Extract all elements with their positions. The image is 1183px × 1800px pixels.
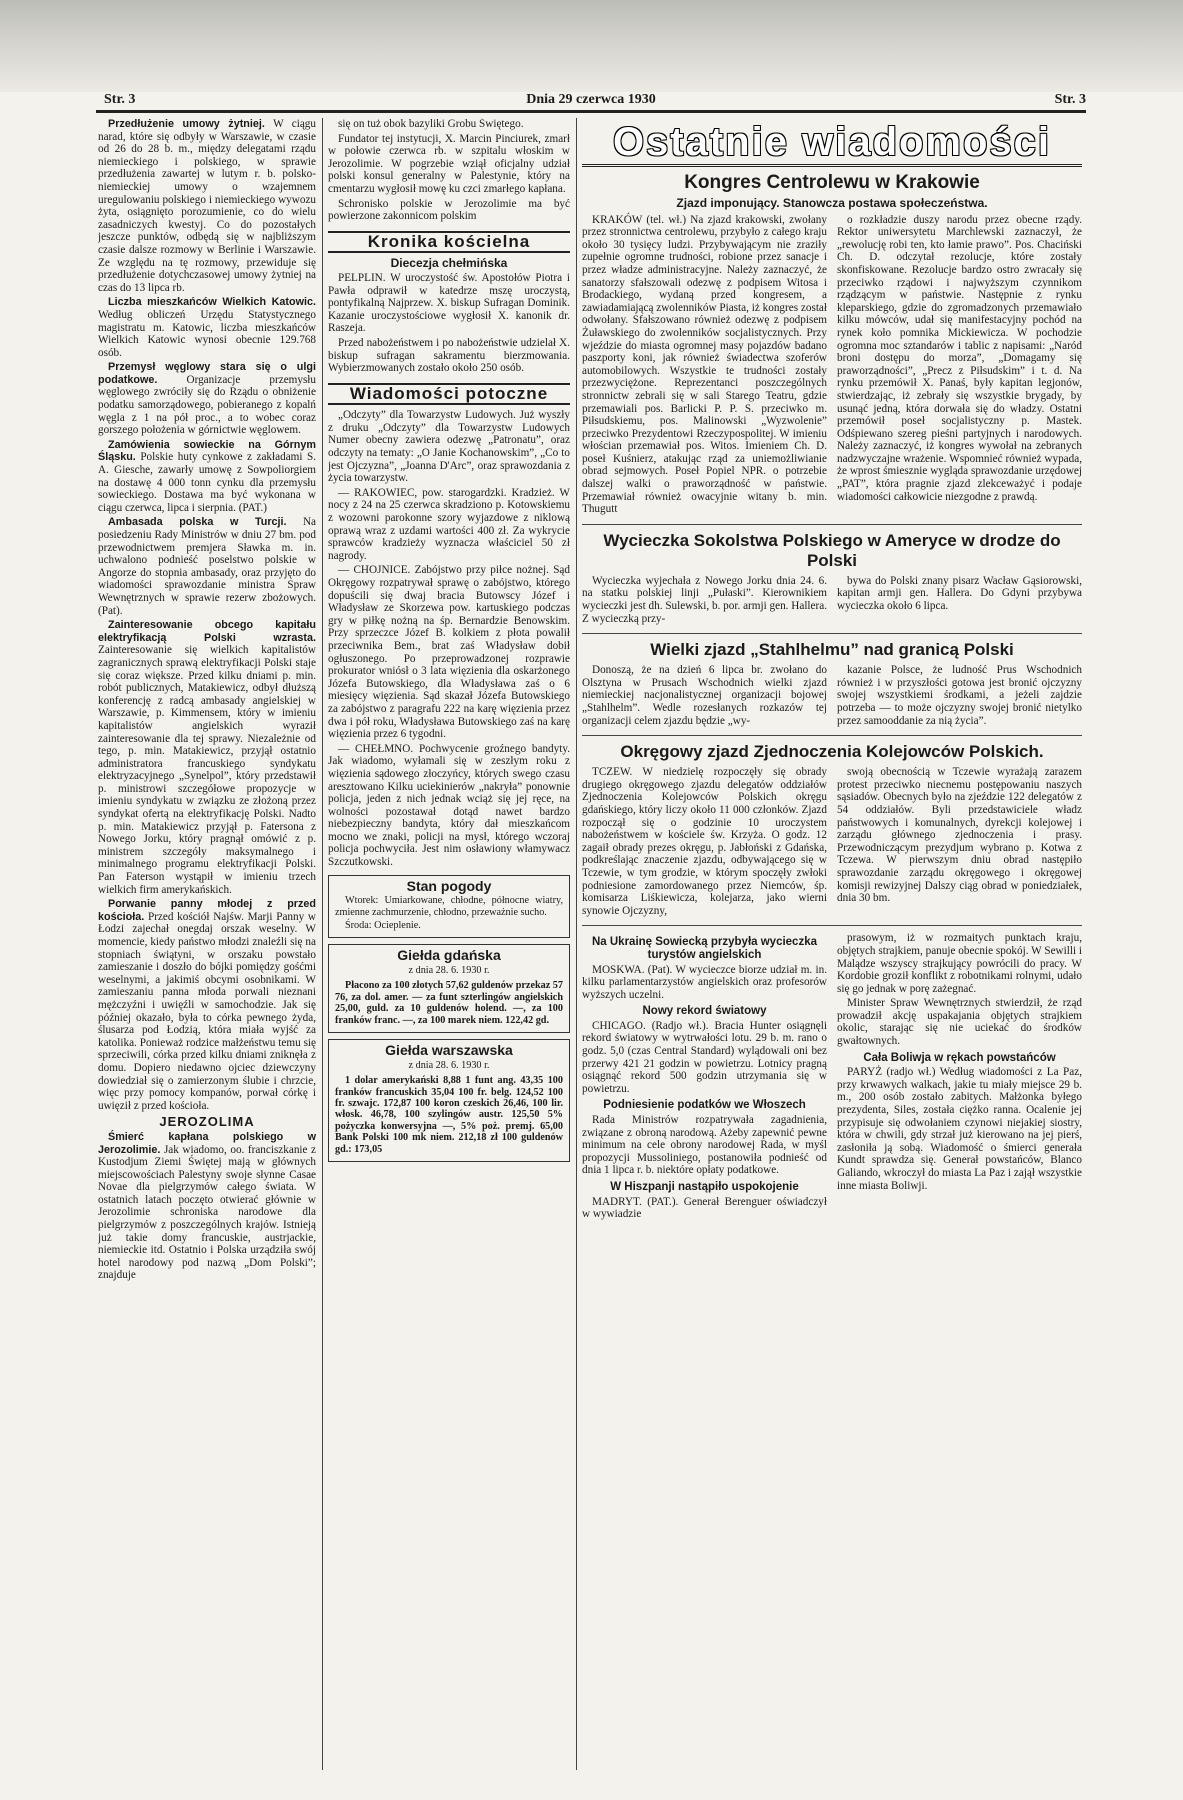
article-two-columns — [582, 664, 1082, 729]
article-text: PARYŻ (radjo wł.) Według wiadomości z La Paz, przy krwawych walkach, jakie tu miały miejsce 29 b. m., 200 osób zostało zabitych. Małżonka byłego prezydenta, Siles, została ciężko ranna. Ocalenie jej przypisuje się odwołaniem czynowi niejakiej siostry, która w chwili, gdy strzał już kierowano na jej pierś, zasłoniła ją sobą. Wiadomość o śmierci generała Kundt sprawdza się. Generał powstańców, Blanco Galiando, wkroczył do miasta La Paz i zajął wszystkie inne miasta Boliwji. — [837, 1066, 1082, 1192]
article-text: Schronisko polskie w Jerozolimie ma być powierzone zakonnicom polskim — [328, 197, 570, 223]
headline-podatki: Podniesienie podatków we Włoszech — [603, 1099, 806, 1112]
article-text: Rada Ministrów rozpatrywała zagadnienia, związane z obroną narodową. Ażeby zapewnić pewne minimum na cele obrony narodowej Rada, w myśl propozycji Mussoliniego, postanowiła podnieść od dnia 1 lipca r. b. niektóre opłaty podatkowe. — [582, 1114, 827, 1177]
article-lead: Śmierć kapłana polskiego w Jerozolimie. — [98, 1130, 316, 1156]
subheadline-kongres: Zjazd imponujący. Stanowcza postawa społeczeństwa. — [676, 196, 988, 210]
divider — [582, 524, 1082, 525]
article-continued: się on tuż obok bazyliki Grobu Świętego. — [338, 118, 524, 130]
headline-hiszpania: W Hiszpanji nastąpiło uspokojenie — [610, 1181, 799, 1193]
article — [98, 516, 316, 617]
article — [98, 361, 316, 437]
section-heading-kronika: Kronika kościelna — [328, 231, 570, 254]
article-text: TCZEW. W niedzielę rozpoczęły się obrady drugiego okręgowego zjazdu delegatów oddziałów Zjednoczenia Kolejowców Polskich okręgu gdańskiego, który liczy około 11 000 członków. Zjazd rozpoczął się o godzinie 10 uroczystem nabożeństwem w kościele św. Krzyża. O godz. 12 zagaił obrady prezes okręgu, p. Jabłoński z Gdańska, podkreślając znaczenie zjazdu, odbywającego się w Tczewie, w tym grodzie, w którym spoczęły zwłoki podniesione zamordowanego przez Niemców, śp. komisarza Liśkiewicza, kolejarza, jako wierni synowie Ojczyzny, — [582, 766, 827, 917]
article — [98, 898, 316, 1112]
article-text: MOSKWA. (Pat). W wycieczce biorze udział m. in. kilku parlamentarzystów angielskich oraz profesorów wyższych uczelni. — [582, 963, 827, 1001]
divider — [582, 925, 1082, 926]
article-two-columns — [582, 575, 1082, 627]
exchange-date: z dnia 28. 6. 1930 r. — [408, 965, 490, 977]
article-lead: Przedłużenie umowy żytniej. — [108, 118, 265, 130]
weather-box — [328, 875, 570, 939]
page-header — [96, 92, 1086, 108]
headline-rekord: Nowy rekord światowy — [642, 1005, 767, 1018]
exchange-rates: 1 dolar amerykański 8,88 1 funt ang. 43,35 100 franków francuskich 35,04 100 fr. belg. 124,52 100 fr. szwajc. 172,87 100 koron czeskich 26,46, 100 lir. włosk. 46,78, 100 szylingów austr. 125,50 5% pożyczka konwersyjna —, 5% poż. premj. 65,00 Bank Polski 100 mk niem. 212,18 zł 100 guldenów gd.: 173,05 — [335, 1075, 563, 1155]
article-two-columns — [582, 214, 1082, 518]
article-text: Na posiedzeniu Rady Ministrów w dniu 27 bm. pod przewodnictwem premjera Sławka m. in. uchwalono podnieść poselstwo polskie w Angorze do stopnia ambasady, oraz przyjęto do wiadomości sprawozdanie ministra Spraw Wewnętrznych w sprawie rezerw zbożowych. (Pat). — [98, 516, 316, 617]
article-lead: Liczba mieszkańców Wielkich Katowic. — [108, 296, 316, 309]
column-3 — [582, 118, 1082, 1770]
article-text: MADRYT. (PAT.). Generał Berenguer oświadczył w wywiadzie — [582, 1195, 827, 1221]
article — [98, 619, 316, 896]
article-text: Przed kościół Najśw. Marji Panny w Łodzi zajechał onegdaj orszak weselny. W momencie, kiedy państwo młodzi znaleźli się na stopniach świątyni, w orszaku powstało zamieszanie i doszło do bójki pomiędzy gośćmi weselnymi, a jakimiś obcymi osobnikami. W zamieszaniu panna młoda porwali nieznani mężczyźni i uwięźli w samochodzie. Jak się później okazało, była to córka pewnego żyda, ślusarza pod Łodzią, która miała wyjść za katolika. Ponieważ rodzice małżeństwu temu się sprzeciwili, córka przed kilku dniami zniknęła z domu. Dopiero niedawno ojciec dziewczyny dowiedział się o zamierzonym ślubie i chrzcie, więc przy pomocy kompanów, porwał córkę i uwięził z przed kościoła. — [98, 910, 316, 1112]
article-lead: Ambasada polska w Turcji. — [108, 516, 287, 529]
article-lead: Zamówienia sowieckie na Górnym Śląsku. — [98, 438, 316, 464]
bottom-two-columns — [582, 932, 1082, 1222]
headline-kongres: Kongres Centrolewu w Krakowie — [684, 172, 980, 193]
article-text: Donoszą, że na dzień 6 lipca br. zwołano do Olsztyna w Prusach Wschodnich wielki zjazd niemieckiej nacjonalistycznej organizacji bojowej „Stahlhelm”. Wedle rozesłanych rozkazów tej organizacji celem zjazdu będzie „wy- — [582, 664, 827, 727]
article-lead: Zainteresowanie obcego kapitału elektryfikacją Polski wzrasta. — [98, 619, 316, 644]
article-lead: Porwanie panny młodej z przed kościoła. — [98, 898, 316, 923]
issue-date: Dnia 29 czerwca 1930 — [526, 92, 656, 107]
article — [98, 296, 316, 359]
weather-wednesday: Środa: Ocieplenie. — [345, 920, 421, 932]
section-heading: JEROZOLIMA — [159, 1114, 255, 1130]
headline-sokol: Wycieczka Sokolstwa Polskiego w Ameryce w drodze do Polski — [603, 530, 1061, 570]
warsaw-exchange-box — [328, 1039, 570, 1162]
article-text: CHICAGO. (Radjo wł.). Bracia Hunter osiągnęli rekord światowy w wytrwałości lotu. 29 b. m. rano o godz. 5,0 (czas Central Standard) wylądowali oni bez przerwy 421 21 godzin w powietrzu. Lotnicy pragną osiągnąć rekord 500 godzin utrzymania się w powietrzu. — [582, 1019, 827, 1095]
article-text: Jak wiadomo, oo. franciszkanie z Kustodjum Ziemi Świętej mają w głównych miejscowościach Palestyny swoje słynne Casae Novae dla pielgrzymów całego świata. W ostatnich latach poczęto otwierać głównie w Jerozolimie schroniska narodowe dla pielgrzymów z poszczególnych krajów. Istnieją już takie domy francuskie, austrjackie, niemieckie itd. Ostatnio i Polska urządziła swój hotel narodowy pod nazwą „Dom Polski”; znajduje — [98, 1143, 316, 1282]
article-text: KRAKÓW (tel. wł.) Na zjazd krakowski, zwołany przez stronnictwa centrolewu, przybyło z całego kraju około 30 tysięcy ludzi. Przybywającym nie zraziły zupełnie ogromne trudności, robione przez sanacje i przez władze administracyjne. Należy zaznaczyć, że sanatorzy sfałszowali odezwę z podpisem Witosa i Brodackiego, wydaną przed kongresem, a zawiadamiającą zwolenników Piasta, iż kongres został odwołany. Sfałszowano również odezwę z podpisem Żuławskiego do zwolenników socjalistycznych. Przy wjeździe do miasta ogromnej masy pojazdów badano paszporty koni, jak również świadectwa szoferów automobilowych. Wszystkie te trudności zostały przezwyciężone. Reprezentanci poszczególnych stronnictw zebrali się w sali Starego Teatru, gdzie przemawiali pos. Barlicki P. P. S. przeciwko m. Piłsudskiemu, pos. Malinowski „Wyzwolenie” przeciwko Prezydentowi Rzeczypospolitej. W imieniu włościan przemawiał pos. Witos. Imieniem Ch. D. poseł Kuśnierz, atakując rząd za uniemożliwianie obrad sejmowych. Poseł Popiel NPR. o potrzebie dalszej walki o praworządność w państwie. Przemawiał również owacyjnie witany b. min. Thugutt — [582, 213, 827, 516]
scan-top-border — [0, 0, 1183, 92]
section-heading-wiadomosci: Wiadomości potoczne — [328, 383, 570, 406]
headline-boliwia: Cała Boliwja w rękach powstańców — [863, 1051, 1056, 1064]
weather-title: Stan pogody — [406, 877, 492, 894]
article-text: — CHOJNICE. Zabójstwo przy piłce nożnej. Sąd Okręgowy rozpatrywał sprawę o zabójstwo, którego dopuścili się dwaj bracia Butowscy Józef i Władysław ze Skorzewa pow. kartuskiego podczas gry w piłkę nożną na śp. Bernardzie Benowskim. Przy sprzeczce Józef B. kolkiem z płota powalił przeciwnika Bem., brat zaś Władysław dobił ogłuszonego. Po przeprowadzonej rozprawie prokurator wniósł o 3 lata więzienia dla oskarżonego Józefa Butowskiego, dla Władysława zaś o 6 miesięcy więzienia. Sąd skazał Józefa Butowskiego za zabójstwo z paragrafu 222 na karę więzienia przez dwa i pół roku, Władysława Butowskiego zaś na karę więzienia przez 6 tygodni. — [328, 564, 570, 741]
column-1 — [98, 118, 316, 1770]
gdansk-exchange-box — [328, 944, 570, 1033]
column-divider — [576, 118, 577, 1770]
column-divider — [322, 118, 323, 1770]
article-text: PELPLIN. W uroczystość św. Apostołów Piotra i Pawła odprawił w katedrze mszę uroczystą, pontyfikalną Najprzew. X. biskup Sufragan Dominik. Kazanie uroczystościowe wygłosił X. kanonik dr. Raszeja. — [328, 271, 570, 335]
divider — [582, 633, 1082, 634]
article-text: kazanie Polsce, że ludność Prus Wschodnich również i w przyszłości gotowa jest bronić ojczyzny swojej wszystkiemi środkami, a jeżeli zajdzie potrzeba — to może ojczyzny swojej bronić nietylko przez samooddanie za nią życia”. — [837, 664, 1082, 727]
divider — [582, 735, 1082, 736]
article-text: Przed nabożeństwem i po nabożeństwie udzielał X. biskup sufragan sakramentu bierzmowania. Wybierzmowanych zostało około 250 osób. — [328, 336, 570, 375]
article-text: — CHEŁMNO. Pochwycenie groźnego bandyty. Jak wiadomo, wyłamali się w zeszłym roku z więzienia sądowego złoczyńcy, których swego czasu aresztowano Kilku uciekinierów „nakryła” ponownie policja, jeden z nich jednak wciąż się jej ręce, na wolności pozostawał dotąd nawet bardzo niebezpieczny bandyta, który dał mieszkańcom mocno we znaki, policji na mysł, którego wczoraj policja pochwyciła. Jest nim osławiony włamywacz Szczutkowski. — [328, 742, 570, 869]
weather-tuesday: Wtorek: Umiarkowane, chłodne, północne wiatry, zmienne zachmurzenie, chłodno, przeważnie sucho. — [335, 895, 563, 918]
section-subheading: Diecezja chełmińska — [390, 256, 508, 271]
article-text: swoją obecnością w Tczewie wyrażają zarazem protest przeciwko niecnemu postępowaniu naszych sąsiadów. Obecnych było na zjeździe 122 delegatów z 54 oddziałów. Byli przedstawiciele władz państwowych i komunalnych, dyrekcji kolejowej i zarządu głównego zjednoczenia i prasy. Przewodniczącym prezydjum wybrano p. Kotwa z Tczewa. W pierwszym dniu obrad następiło sprawozdanie zarządu okręgowego i okręgowej komisji rewizyjnej Dalszy ciąg obrad w poniedziałek, dnia 30 bm. — [837, 766, 1082, 905]
article-text: Minister Spraw Wewnętrznych stwierdził, że rząd prowadził akcję uspakajania objętych strajkiem okolic, starając się nie uciekać do środków gwałtownych. — [837, 997, 1082, 1048]
exchange-date: z dnia 28. 6. 1930 r. — [408, 1059, 490, 1071]
article-text: Wycieczka wyjechała z Nowego Jorku dnia 24. 6. na statku polskiej linji „Pułaski”. Kierownikiem wycieczki jest dh. Sulewski, b. por. armji gen. Hallera. Z wycieczką przy- — [582, 574, 827, 625]
headline-stahlhelm: Wielki zjazd „Stahlhelmu” nad granicą Polski — [650, 640, 1014, 660]
section-title-latest-news: Ostatnie wiadomości — [582, 120, 1082, 167]
article — [98, 439, 316, 515]
exchange-title: Giełda warszawska — [385, 1042, 513, 1059]
exchange-title: Giełda gdańska — [397, 947, 501, 964]
article-text: Polskie huty cynkowe z zakładami S. A. Giesche, zawarły umowę z Sowpoliorgiem na dostawę 4 000 tonn cynku dla przemysłu sowieckiego. Dostawa ma być wykonana w ciągu czerwca, lipca i sierpnia. (PAT.) — [98, 451, 316, 514]
article — [98, 118, 316, 294]
page-number-left: Str. 3 — [104, 92, 136, 107]
headline-kolejowcy: Okręgowy zjazd Zjednoczenia Kolejowców Polskich. — [620, 742, 1044, 762]
article-text: Zainteresowanie się wielkich kapitalistów zagranicznych sprawą elektryfikacji Polski staje się coraz większe. Przed kilku dniami p. min. robót publicznych, Matakiewicz, odbył dłuższą konferencję z radcą ambasady angielskiej w Warszawie, p. Kimmensem, który w imieniu kapitalistów angielskich wyraził zainteresowanie dla tej sprawy. Niezależnie od tego, p. min. Matakiewicz, przyjął ostatnio administratora francuskiego syndykatu elektryzacyjnego „Synelpol”, który przedstawił p. ministrowi szczegółowe propozycje w imieniu syndykatu w związku ze złożoną przez syndykat ofertą na elektryfikację Polski. Nadto p. min. Matakiewicz przyjął p. Fatersona z Nowego Jorku, który pragnął omówić z p. ministrem szczegóły maksymalnego i minimalnego programu elektryfikacji Polski. Pan Faterson wystąpił w imieniu trzech wielkich firm amerykańskich. — [98, 644, 316, 896]
article-text: Organizacje przemysłu węglowego zwróciły się do Rządu o obniżenie podatku samorządowego, pobieranego z kopalń węgla z 1 na pół proc., a to wobec coraz gorszego położenia w górnictwie węglowem. — [98, 373, 316, 437]
article-text: Fundator tej instytucji, X. Marcin Pinciurek, zmarł w połowie czerwca rb. w szpitalu włoskim w Jerozolimie. W pogrzebie wziął oficjalny udział polski konsul generalny w Palestynie, który na cmentarzu wygłosił mowę ku czci zmarłego kapłana. — [328, 132, 570, 195]
headline-ukraina: Na Ukrainę Sowiecką przybyła wycieczka turystów angielskich — [591, 936, 817, 961]
article-text: bywa do Polski znany pisarz Wacław Gąsiorowski, kapitan armji gen. Hallera. Do Gdyni przybywa wycieczka około 6 lipca. — [837, 574, 1082, 613]
article-lead: Przemysł węglowy stara się o ulgi podatkowe. — [98, 361, 316, 386]
article-text: o rozkładzie duszy narodu przez obecne rządy. Rektor uniwersytetu Marchlewski zaznaczył, że „rewolucję robi ten, kto łamie prawo”. Pos. Chaciński Ch. D. odczytał rezolucje, które zostały skonfiskowane. Rezolucje bardzo ostro zwracały się przeciwko rządowi i najwyższym czynnikom rządzącym w państwie. Następnie z rynku kleparskiego, gdzie do zgromadzonych przemawiało kilku mówców, udał się manifestacyjny pochód na rynek koło pomnika Mickiewicza. W pochodzie ogromna moc sztandarów i tablic z napisami: „Naród broni dostępu do morza”, „Domagamy się praworządności”, „Precz z Piłsudskim” i t. d. Na rynku przemówił X. Panaś, były kapitan legjonów, stwierdzając, iż zebrały się wszystkie brygady, by usunąć jedną, która dorwała się do władzy. Ostatni przemówił poseł socjalistyczny p. Mastek. Odśpiewano szereg pieśni partyjnych i narodowych. Należy zaznaczyć, iż kongres wywołał na zebranych nadzwyczajne wrażenie. Wspomnieć również wypada, że wprost śmiesznie wygląda sprawozdanie urzędowej „PAT”, która pragnie zjazd zlekceważyć i podaje wiadomości całkowicie niezgodne z prawdą. — [837, 213, 1082, 503]
article-text: prasowym, iż w rozmaitych punktach kraju, objętych strajkiem, panuje obecnie spokój. W Sewilli i Malądze wszyscy strajkujący powrócili do pracy. W Kordobie groził konflikt z robotnikami rolnymi, udało się go jednak w porę zażegnać. — [837, 932, 1082, 995]
article-text: Według obliczeń Urzędu Statystycznego magistratu m. Katowic, liczba mieszkańców Wielkich Katowic wynosi obecnie 129.768 osób. — [98, 308, 316, 359]
article-text: W ciągu narad, które się odbyły w Warszawie, w czasie od 26 do 28 b. m., między delegatami rządu niemieckiego i polskiego, w sprawie przedłużenia zawartej w lutym r. b. polsko-niemieckiej umowy o wzajemnem uregulowaniu polskiego i niemieckiego wywozu żyta, osiągnięto porozumienie, co do wielu zasadniczych kwestyj. Co do pozostałych jeszcze punktów, odbędą się w najbliższym czasie dalsze rozmowy w Berlinie i Warszawie. Ze względu na tę rozmowy, przewiduje się przedłużenie dotychczasowej umowy żytniej na czas do 13 lipca rb. — [98, 118, 316, 294]
article-two-columns — [582, 766, 1082, 919]
header-rule — [96, 110, 1086, 113]
exchange-rates: Płacono za 100 złotych 57,62 guldenów przekaz 57 76, za dol. amer. — za funt szterlingów angielskich 25,00, guld. za 10 guldenów holend. —, za 100 franków franc. —, za 100 marek niem. 122,42 gd. — [335, 980, 563, 1026]
article — [98, 1131, 316, 1282]
article-text: „Odczyty” dla Towarzystw Ludowych. Już wyszły z druku „Odczyty” dla Towarzystw Ludowych Numer obecny zawiera odezwę „Patronatu”, oraz odczyty na tematy: „O Janie Kochanowskim”, „Co to jest Ojczyzna”, „Joanna D'Arc”, oraz sprawozdania z życia towarzystw. — [328, 409, 570, 485]
column-2 — [328, 118, 570, 1770]
article-text: — RAKOWIEC, pow. starogardzki. Kradzież. W nocy z 24 na 25 czerwca skradziono p. Kotowskiemu z wozowni parokonne szory wyjazdowe z niklową oprawą wraz z uzdami wartości 400 zł. Za wykrycie sprawców kradzieży wyznacza właściciel 50 zł nagrody. — [328, 486, 570, 562]
page-number-right: Str. 3 — [1054, 92, 1086, 107]
